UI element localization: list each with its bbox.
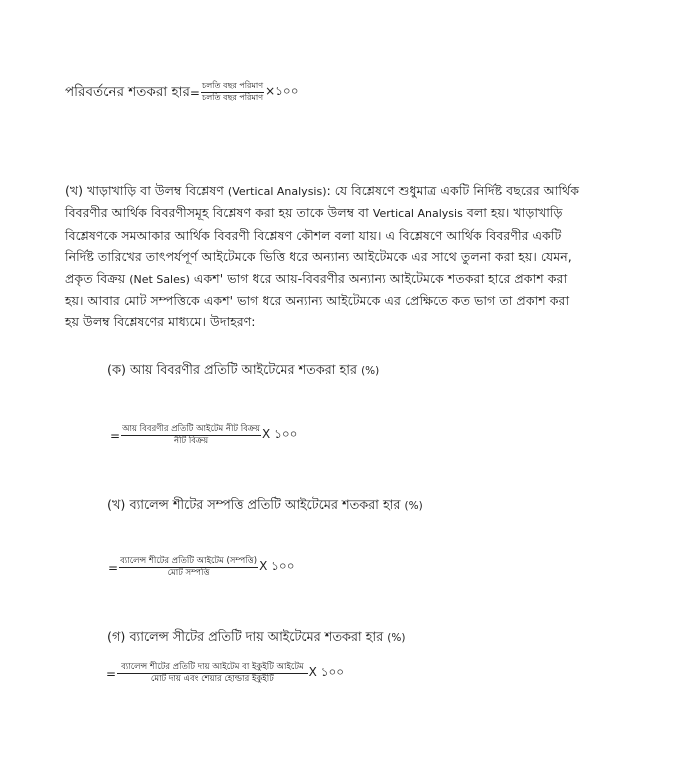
percent-symbol: (%): [404, 500, 423, 512]
paragraph-line: বিশ্লেষণকে সমআকার আর্থিক বিবরণী বিশ্লেষণ কৌশল বলা যায়। এ বিশ্লেষণে আর্থিক বিবরণীর একটি: [65, 227, 562, 243]
fraction-denominator: নীট বিক্রয়: [173, 436, 209, 447]
paragraph-line: নির্দিষ্ট তারিখের তাৎপর্যপূর্ণ আইটেমকে ভিত্তি ধরে অন্যান্য আইটেমকে এর সাথে তুলনা করা হয়। যেমন,: [65, 249, 572, 265]
fraction-numerator: চলতি বছর পরিমাণ: [201, 82, 264, 93]
section-a-formula: [110, 425, 297, 447]
multiplier: ×১০০: [265, 83, 299, 98]
fraction-numerator: ব্যালেন্স শীটের প্রতিটি আইটেম (সম্পত্তি): [119, 557, 258, 568]
fraction: [119, 557, 258, 579]
section-b-formula: [108, 557, 295, 579]
section-a-heading: [107, 361, 379, 382]
fraction: [201, 82, 264, 103]
percentage-change-formula: [65, 81, 299, 104]
equals-sign: =: [108, 560, 119, 575]
percent-symbol: (%): [361, 365, 380, 377]
multiplier: X ১০০: [262, 426, 298, 441]
paragraph-line: বিবরণীর আর্থিক বিবরণীসমূহ বিশ্লেষণ করা হয় তাকে উলম্ব বা Vertical Analysis বলা হয়। খাড়াখাড়ি: [65, 205, 563, 221]
heading-text: (গ) ব্যালেন্স সীটের প্রতিটি দায় আইটেমের শতকরা হার: [107, 630, 384, 645]
heading-text: (খ) ব্যালেন্স শীটের সম্পত্তি প্রতিটি আইটেমের শতকরা হার: [107, 498, 401, 513]
fraction: [117, 663, 308, 685]
section-b-heading: [107, 496, 423, 517]
equals-sign: =: [106, 666, 117, 681]
fraction-denominator: মোট সম্পত্তি: [167, 568, 210, 579]
vertical-analysis-paragraph: [65, 180, 625, 333]
multiplier: X ১০০: [259, 558, 295, 573]
paragraph-line: হয় উলম্ব বিশ্লেষণের মাধ্যমে। উদাহরণ:: [65, 314, 256, 330]
fraction: [121, 425, 261, 447]
heading-text: (ক) আয় বিবরণীর প্রতিটি আইটেমের শতকরা হার: [107, 363, 357, 378]
fraction-numerator: আয় বিবরণীর প্রতিটি আইটেম নীট বিক্রয়: [121, 425, 261, 436]
multiplier: X ১০০: [308, 664, 345, 679]
paragraph-line: (খ) খাড়াখাড়ি বা উলম্ব বিশ্লেষণ (Vertical Analysis): যে বিশ্লেষণে শুধুমাত্র একটি নির্দিষ্ট বছরের আর্থিক: [65, 183, 579, 198]
fraction-numerator: ব্যালেন্স শীটের প্রতিটি দায় আইটেম বা ইকুইটি আইটেম: [117, 663, 308, 674]
section-c-formula: [106, 663, 344, 685]
percent-symbol: (%): [387, 632, 406, 644]
paragraph-line: হয়। আবার মোট সম্পত্তিকে একশ' ভাগ ধরে অন্যান্য আইটেমকে এর প্রেক্ষিতে কত ভাগ তা প্রকাশ করা: [65, 293, 570, 309]
fraction-denominator: মোট দায় এবং শেয়ার হোল্ডার ইকুইটি: [150, 674, 274, 685]
section-c-heading: [107, 628, 405, 649]
equals-sign: =: [110, 428, 121, 443]
paragraph-line: প্রকৃত বিক্রয় (Net Sales) একশ' ভাগ ধরে আয়-বিবরণীর অন্যান্য আইটেমকে শতকরা হারে প্রকাশ করা: [65, 270, 568, 286]
formula-lhs: পরিবর্তনের শতকরা হার: [65, 84, 190, 100]
equals-sign: =: [189, 85, 200, 100]
fraction-denominator: চলতি বছর পরিমাণ: [201, 93, 264, 102]
